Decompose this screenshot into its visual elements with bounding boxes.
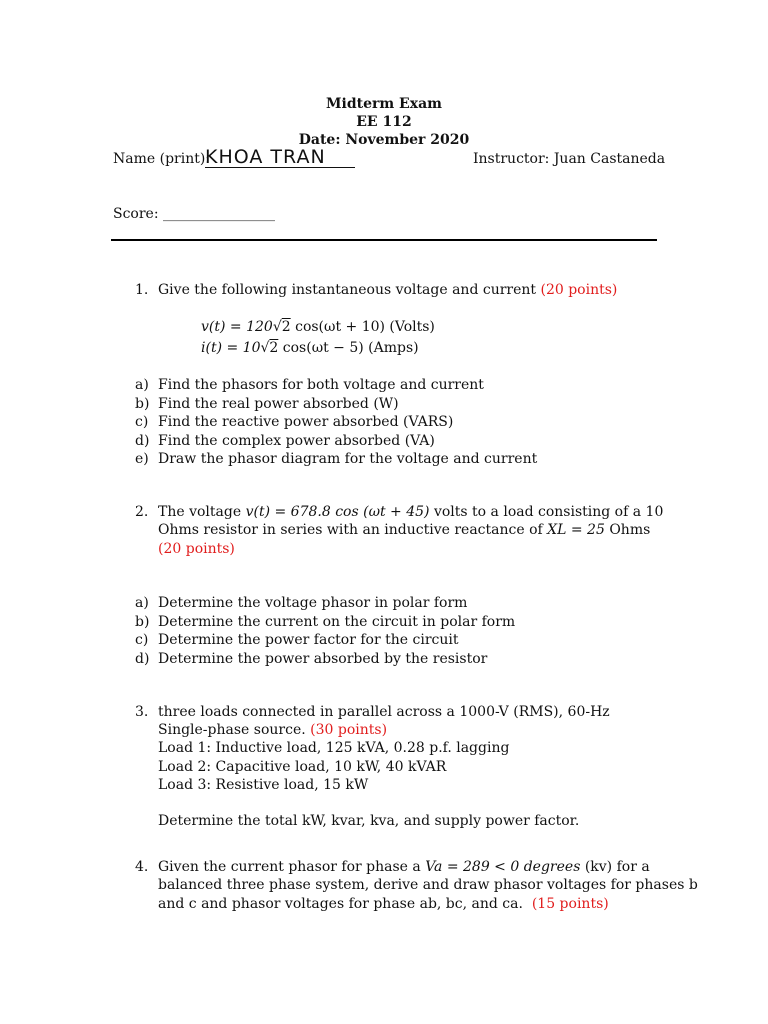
list-item: e) Draw the phasor diagram for the voltage and current — [135, 451, 538, 467]
score-label: Score: ________________ — [113, 206, 276, 222]
list-item: b) Find the real power absorbed (W) — [135, 395, 399, 412]
q4-line3: and c and phasor voltages for phase ab, bc, and ca. (15 points) — [158, 896, 609, 912]
q1-number: 1. — [135, 282, 149, 298]
exam-date: Date: November 2020 — [298, 132, 470, 148]
list-item: c) Find the reactive power absorbed (VARS) — [135, 414, 454, 430]
q2-number: 2. — [135, 504, 149, 520]
q4-points: (15 points) — [531, 896, 609, 912]
q3-line1: three loads connected in parallel across a 1000-V (RMS), 60-Hz — [158, 704, 610, 720]
q3-load2: Load 2: Capacitive load, 10 kW, 40 kVAR — [158, 759, 447, 775]
q3-points: (30 points) — [310, 722, 388, 738]
handwritten-name: KHOA TRAN — [205, 146, 326, 168]
q3-load1: Load 1: Inductive load, 125 kVA, 0.28 p.f. lagging — [158, 740, 510, 756]
course-code: EE 112 — [356, 114, 412, 130]
q2-points: (20 points) — [158, 541, 235, 557]
instructor-label: Instructor: Juan Castaneda — [473, 151, 666, 167]
list-item: b) Determine the current on the circuit in polar form — [135, 613, 516, 630]
list-item: c) Determine the power factor for the circuit — [135, 632, 459, 648]
q1-prompt: Give the following instantaneous voltage and current (20 points) — [158, 282, 618, 298]
q1-current-equation: i(t) = 10√2 cos(ωt − 5) (Amps) — [201, 340, 419, 356]
q2-prompt-line1: The voltage v(t) = 678.8 cos (ωt + 45) volts to a load consisting of a 10 — [158, 504, 664, 520]
q2-prompt-line2: Ohms resistor in series with an inductive reactance of XL = 25 Ohms — [158, 522, 651, 538]
list-item: a) Determine the voltage phasor in polar form — [135, 595, 468, 611]
list-item: d) Determine the power absorbed by the resistor — [135, 650, 488, 667]
q4-line1: Given the current phasor for phase a Va = 289 < 0 degrees (kv) for a — [158, 859, 650, 875]
q1-points: (20 points) — [540, 282, 618, 298]
q3-number: 3. — [135, 704, 149, 720]
q4-number: 4. — [135, 859, 149, 875]
name-line — [205, 146, 355, 168]
name-field — [113, 150, 210, 168]
q2-parts-list — [135, 594, 515, 668]
list-item: d) Find the complex power absorbed (VA) — [135, 432, 435, 449]
q1-parts-list — [135, 376, 537, 469]
name-label: Name (print): — [113, 151, 211, 167]
q1-voltage-equation: v(t) = 120√2 cos(ωt + 10) (Volts) — [201, 319, 435, 335]
q3-task: Determine the total kW, kvar, kva, and supply power factor. — [158, 813, 580, 829]
header-divider — [111, 239, 657, 241]
list-item: a) Find the phasors for both voltage and current — [135, 377, 484, 393]
q3-line2: Single-phase source. (30 points) — [158, 722, 388, 738]
q3-load3: Load 3: Resistive load, 15 kW — [158, 777, 369, 793]
exam-title: Midterm Exam — [326, 96, 442, 112]
q4-line2: balanced three phase system, derive and draw phasor voltages for phases b — [158, 877, 698, 893]
